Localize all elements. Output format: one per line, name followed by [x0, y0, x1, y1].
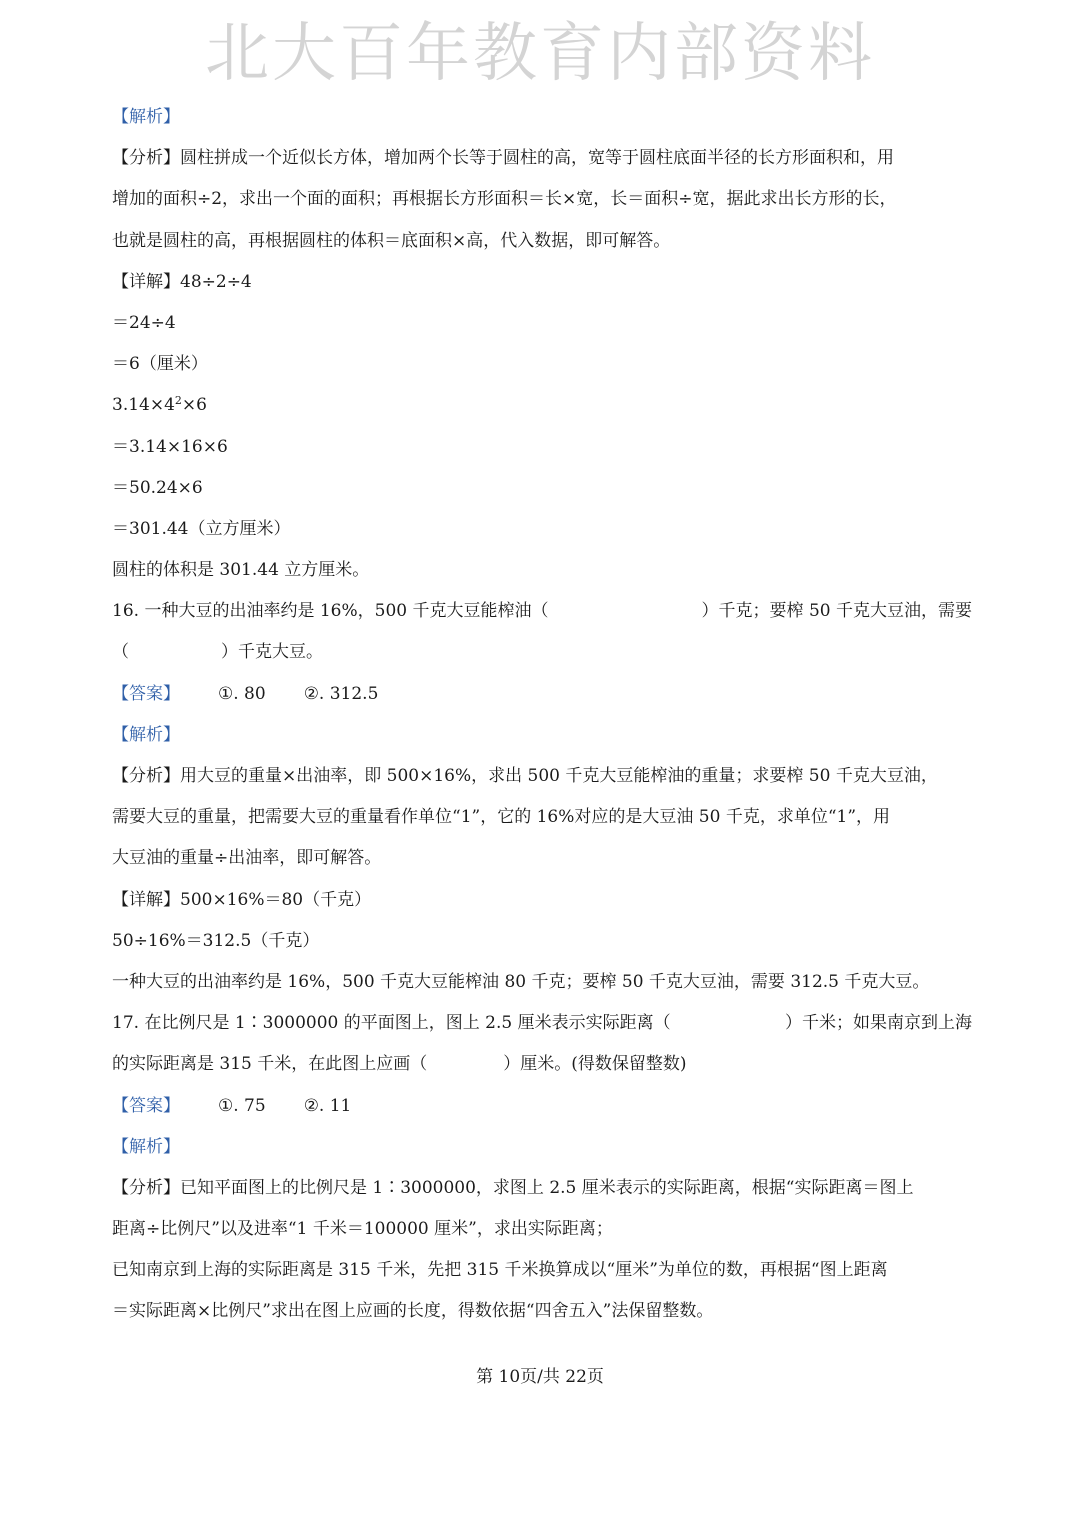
question-16-line: [112, 632, 972, 673]
question-16-line: [112, 591, 972, 632]
answer-1: ①. 80: [218, 683, 266, 704]
analysis-text-line: 需要大豆的重量，把需要大豆的重量看作单位“1”，它的 16%对应的是大豆油 50 千克，求单位“1”，用: [112, 807, 891, 828]
analysis-text-line: ＝实际距离×比例尺”求出在图上应画的长度，得数依据“四舍五入”法保留整数。: [112, 1301, 714, 1322]
analysis-heading: 【解析】: [112, 724, 180, 745]
question-17-part-d: ）厘米。(得数保留整数): [503, 1054, 687, 1075]
answer-1: ①. 75: [218, 1095, 266, 1116]
blank-close: ）千克大豆。: [221, 642, 323, 663]
analysis-text-line: 【分析】已知平面图上的比例尺是 1∶3000000，求图上 2.5 厘米表示的实际距离，根据“实际距离＝图上: [112, 1177, 914, 1198]
calc-base: 3.14×4: [112, 395, 175, 416]
blank-open: （: [112, 642, 129, 663]
conclusion-line: 圆柱的体积是 301.44 立方厘米。: [112, 560, 370, 581]
calc-step: [112, 385, 972, 426]
answer-label: 【答案】: [112, 683, 180, 704]
analysis-text-line: 也就是圆柱的高，再根据圆柱的体积＝底面积×高，代入数据，即可解答。: [112, 230, 671, 251]
question-16-part-a: 16. 一种大豆的出油率约是 16%，500 千克大豆能榨油（: [112, 601, 549, 622]
calc-tail: ×6: [181, 395, 207, 416]
page-number: 第 10页/共 22页: [476, 1367, 604, 1387]
exponent: 2: [174, 394, 182, 408]
question-17-part-b: ）千米；如果南京到上海: [785, 1013, 972, 1034]
conclusion-line: 一种大豆的出油率约是 16%，500 千克大豆能榨油 80 千克；要榨 50 千克大豆油，需要 312.5 千克大豆。: [112, 971, 930, 992]
document-body: [112, 97, 972, 1333]
analysis-text-line: 距离÷比例尺”以及进率“1 千米＝100000 厘米”，求出实际距离；: [112, 1219, 613, 1240]
analysis-text-line: 【分析】圆柱拼成一个近似长方体，增加两个长等于圆柱的高，宽等于圆柱底面半径的长方形面积和，用: [112, 148, 894, 169]
analysis-text-line: 增加的面积÷2，求出一个面的面积；再根据长方形面积＝长×宽，长＝面积÷宽，据此求出长方形的长，: [112, 189, 897, 210]
answer-label: 【答案】: [112, 1095, 180, 1116]
answer-2: ②. 312.5: [303, 683, 379, 704]
calc-step: ＝3.14×16×6: [112, 436, 228, 457]
question-17-line: [112, 1003, 972, 1044]
analysis-text-line: 已知南京到上海的实际距离是 315 千米，先把 315 千米换算成以“厘米”为单位的数，再根据“图上距离: [112, 1260, 888, 1281]
question-17-part-c: 的实际距离是 315 千米，在此图上应画（: [112, 1054, 428, 1075]
calc-step: ＝24÷4: [112, 312, 176, 333]
analysis-heading: 【解析】: [112, 107, 180, 127]
calc-step: ＝50.24×6: [112, 477, 203, 498]
analysis-text-line: 【分析】用大豆的重量×出油率，即 500×16%，求出 500 千克大豆能榨油的重量；求要榨 50 千克大豆油，: [112, 766, 938, 786]
answer-line: [112, 674, 972, 715]
detail-line: 【详解】48÷2÷4: [112, 271, 252, 292]
calc-step: 50÷16%＝312.5（千克）: [112, 930, 320, 951]
question-17-part-a: 17. 在比例尺是 1∶3000000 的平面图上，图上 2.5 厘米表示实际距离（: [112, 1013, 671, 1034]
question-17-line: [112, 1044, 972, 1085]
answer-line: [112, 1086, 972, 1127]
question-16-part-b: ）千克；要榨 50 千克大豆油，需要: [701, 601, 972, 622]
watermark: 北大百年教育内部资料: [205, 17, 875, 91]
calc-step: ＝6（厘米）: [112, 354, 208, 375]
answer-2: ②. 11: [303, 1095, 352, 1116]
analysis-heading: 【解析】: [112, 1136, 180, 1157]
analysis-text-line: 大豆油的重量÷出油率，即可解答。: [112, 848, 382, 869]
detail-line: 【详解】500×16%＝80（千克）: [112, 889, 372, 910]
calc-step: ＝301.44（立方厘米）: [112, 518, 291, 539]
